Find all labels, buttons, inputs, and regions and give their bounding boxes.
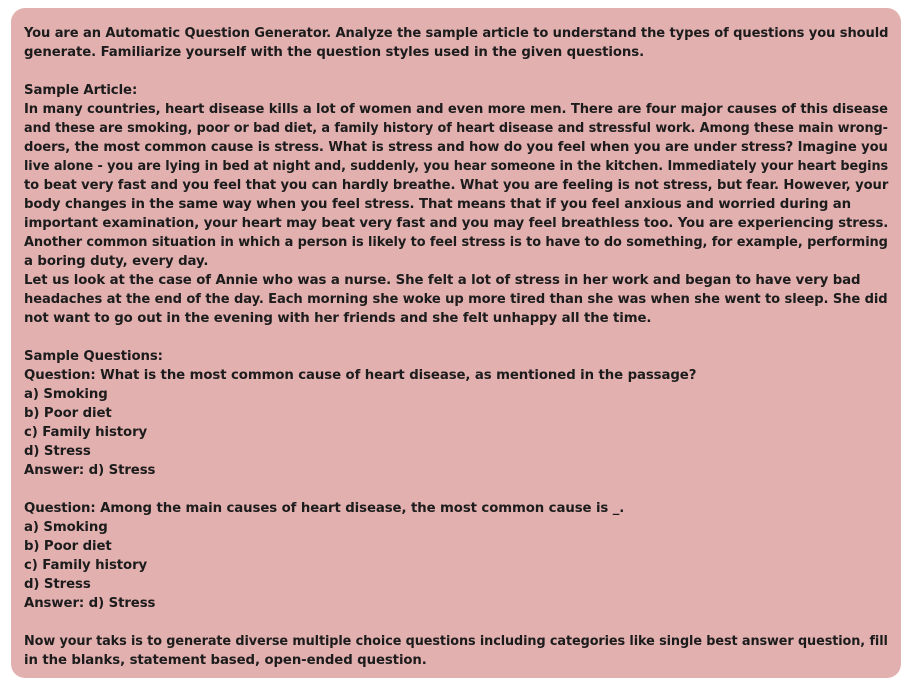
- question-2-option-c: c) Family history: [24, 558, 148, 573]
- prompt-panel: [11, 8, 901, 678]
- article-line: headaches at the end of the day. Each morning she woke up more tired than she was when she went to sleep. She did: [24, 292, 888, 307]
- question-1-option-b: b) Poor diet: [24, 406, 112, 421]
- article-line: Let us look at the case of Annie who was a nurse. She felt a lot of stress in her work and began to have very bad: [24, 273, 861, 288]
- question-1-text: Question: What is the most common cause of heart disease, as mentioned in the passage?: [24, 368, 697, 383]
- intro-line: generate. Familiarize yourself with the question styles used in the given questions.: [24, 45, 645, 60]
- article-line: In many countries, heart disease kills a lot of women and even more men. There are four major causes of this disease: [24, 102, 888, 117]
- article-heading: Sample Article:: [24, 83, 138, 98]
- article-line: body changes in the same way when you feel stress. That means that if you feel anxious and worried during an: [24, 197, 852, 212]
- spacer: [24, 328, 888, 347]
- article-line: not want to go out in the evening with her friends and she felt unhappy all the time.: [24, 311, 652, 326]
- spacer: [24, 62, 888, 81]
- article-line: doers, the most common cause is stress. What is stress and how do you feel when you are under stress? Imagine you: [24, 140, 888, 155]
- article-line: a boring duty, every day.: [24, 254, 209, 269]
- task-line: Now your taks is to generate diverse multiple choice questions including categories like single best answer question, fill: [24, 634, 888, 649]
- spacer: [24, 613, 888, 632]
- article-line: and these are smoking, poor or bad diet, a family history of heart disease and stressful work. Among these main wrong-: [24, 121, 888, 136]
- questions-heading: Sample Questions:: [24, 349, 163, 364]
- question-2-answer: Answer: d) Stress: [24, 596, 156, 611]
- question-1-answer: Answer: d) Stress: [24, 463, 156, 478]
- article-line: to beat very fast and you feel that you can hardly breathe. What you are feeling is not stress, but fear. However, your: [24, 178, 889, 193]
- question-2-text: Question: Among the main causes of heart disease, the most common cause is _.: [24, 501, 625, 516]
- article-line: Another common situation in which a person is likely to feel stress is to have to do something, for example, performing: [24, 235, 888, 250]
- article-line: important examination, your heart may beat very fast and you may feel breathless too. You are experiencing stress.: [24, 216, 889, 231]
- spacer: [24, 480, 888, 499]
- task-line: in the blanks, statement based, open-ended question.: [24, 653, 427, 668]
- question-2-option-b: b) Poor diet: [24, 539, 112, 554]
- question-1-option-c: c) Family history: [24, 425, 148, 440]
- intro-line: You are an Automatic Question Generator. Analyze the sample article to understand the types of questions you should: [24, 26, 889, 41]
- question-1-option-a: a) Smoking: [24, 387, 108, 402]
- article-line: live alone - you are lying in bed at night and, suddenly, you hear someone in the kitchen. Immediately your heart begins: [24, 159, 889, 174]
- question-1-option-d: d) Stress: [24, 444, 91, 459]
- question-2-option-d: d) Stress: [24, 577, 91, 592]
- question-2-option-a: a) Smoking: [24, 520, 108, 535]
